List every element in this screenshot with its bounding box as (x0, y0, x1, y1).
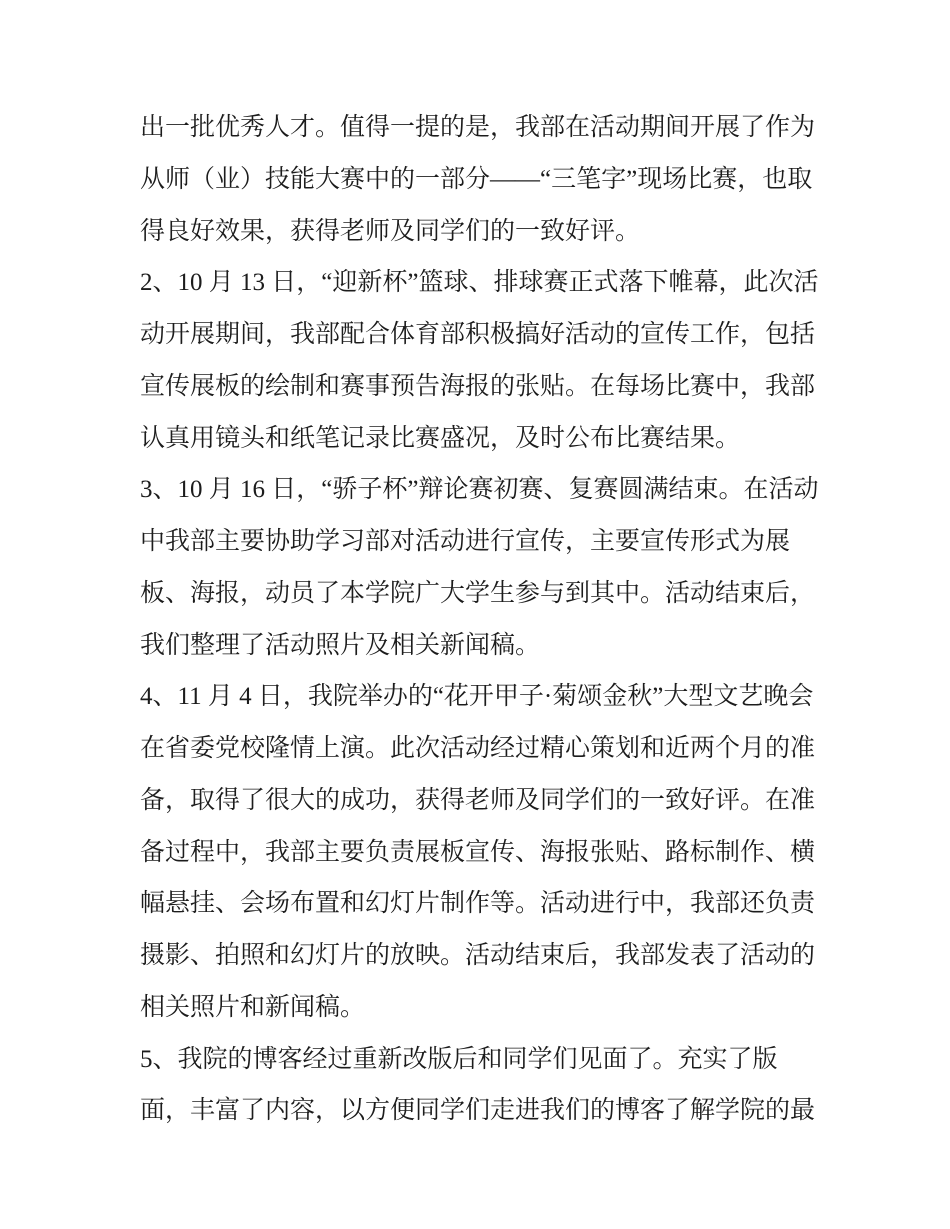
text-line: 在省委党校隆情上演。此次活动经过精心策划和近两个月的准 (140, 735, 816, 762)
text-line: 相关照片和新闻稿。 (140, 993, 366, 1021)
text-line: 我们整理了活动照片及相关新闻稿。 (140, 631, 541, 659)
paragraph-5 (140, 1034, 840, 1138)
text-line: 得良好效果，获得老师及同学们的一致好评。 (140, 217, 641, 245)
text-line: 面，丰富了内容，以方便同学们走进我们的博客了解学院的最 (140, 1097, 816, 1125)
document-text-block (140, 102, 840, 1137)
paragraph-3 (140, 464, 840, 671)
text-line: 备过程中，我部主要负责展板宣传、海报张贴、路标制作、横 (140, 838, 816, 866)
text-line: 出一批优秀人才。值得一提的是，我部在活动期间开展了作为 (140, 114, 816, 141)
paragraph-2 (140, 257, 840, 464)
text-line: 5、我院的博客经过重新改版后和同学们见面了。充实了版 (140, 1045, 778, 1073)
text-line: 幅悬挂、会场布置和幻灯片制作等。活动进行中，我部还负责 (140, 890, 816, 918)
text-line: 认真用镜头和纸笔记录比赛盛况，及时公布比赛结果。 (140, 424, 741, 452)
paragraph-1 (140, 102, 840, 257)
text-line: 中我部主要协助学习部对活动进行宣传，主要宣传形式为展 (140, 528, 791, 555)
text-line: 4、11 月 4 日，我院举办的“花开甲子·菊颂金秋”大型文艺晚会 (140, 683, 814, 711)
text-line: 2、10 月 13 日，“迎新杯”篮球、排球赛正式落下帷幕，此次活 (140, 269, 819, 297)
text-line: 摄影、拍照和幻灯片的放映。活动结束后，我部发表了活动的 (140, 942, 816, 969)
paragraph-4 (140, 671, 840, 1033)
text-line: 板、海报，动员了本学院广大学生参与到其中。活动结束后， (140, 579, 816, 607)
text-line: 3、10 月 16 日，“骄子杯”辩论赛初赛、复赛圆满结束。在活动 (140, 476, 819, 504)
text-line: 动开展期间，我部配合体育部积极搞好活动的宣传工作，包括 (140, 321, 816, 348)
text-line: 宣传展板的绘制和赛事预告海报的张贴。在每场比赛中，我部 (140, 372, 816, 400)
text-line: 从师（业）技能大赛中的一部分——“三笔字”现场比赛，也取 (140, 165, 813, 193)
text-line: 备，取得了很大的成功，获得老师及同学们的一致好评。在准 (140, 786, 816, 814)
